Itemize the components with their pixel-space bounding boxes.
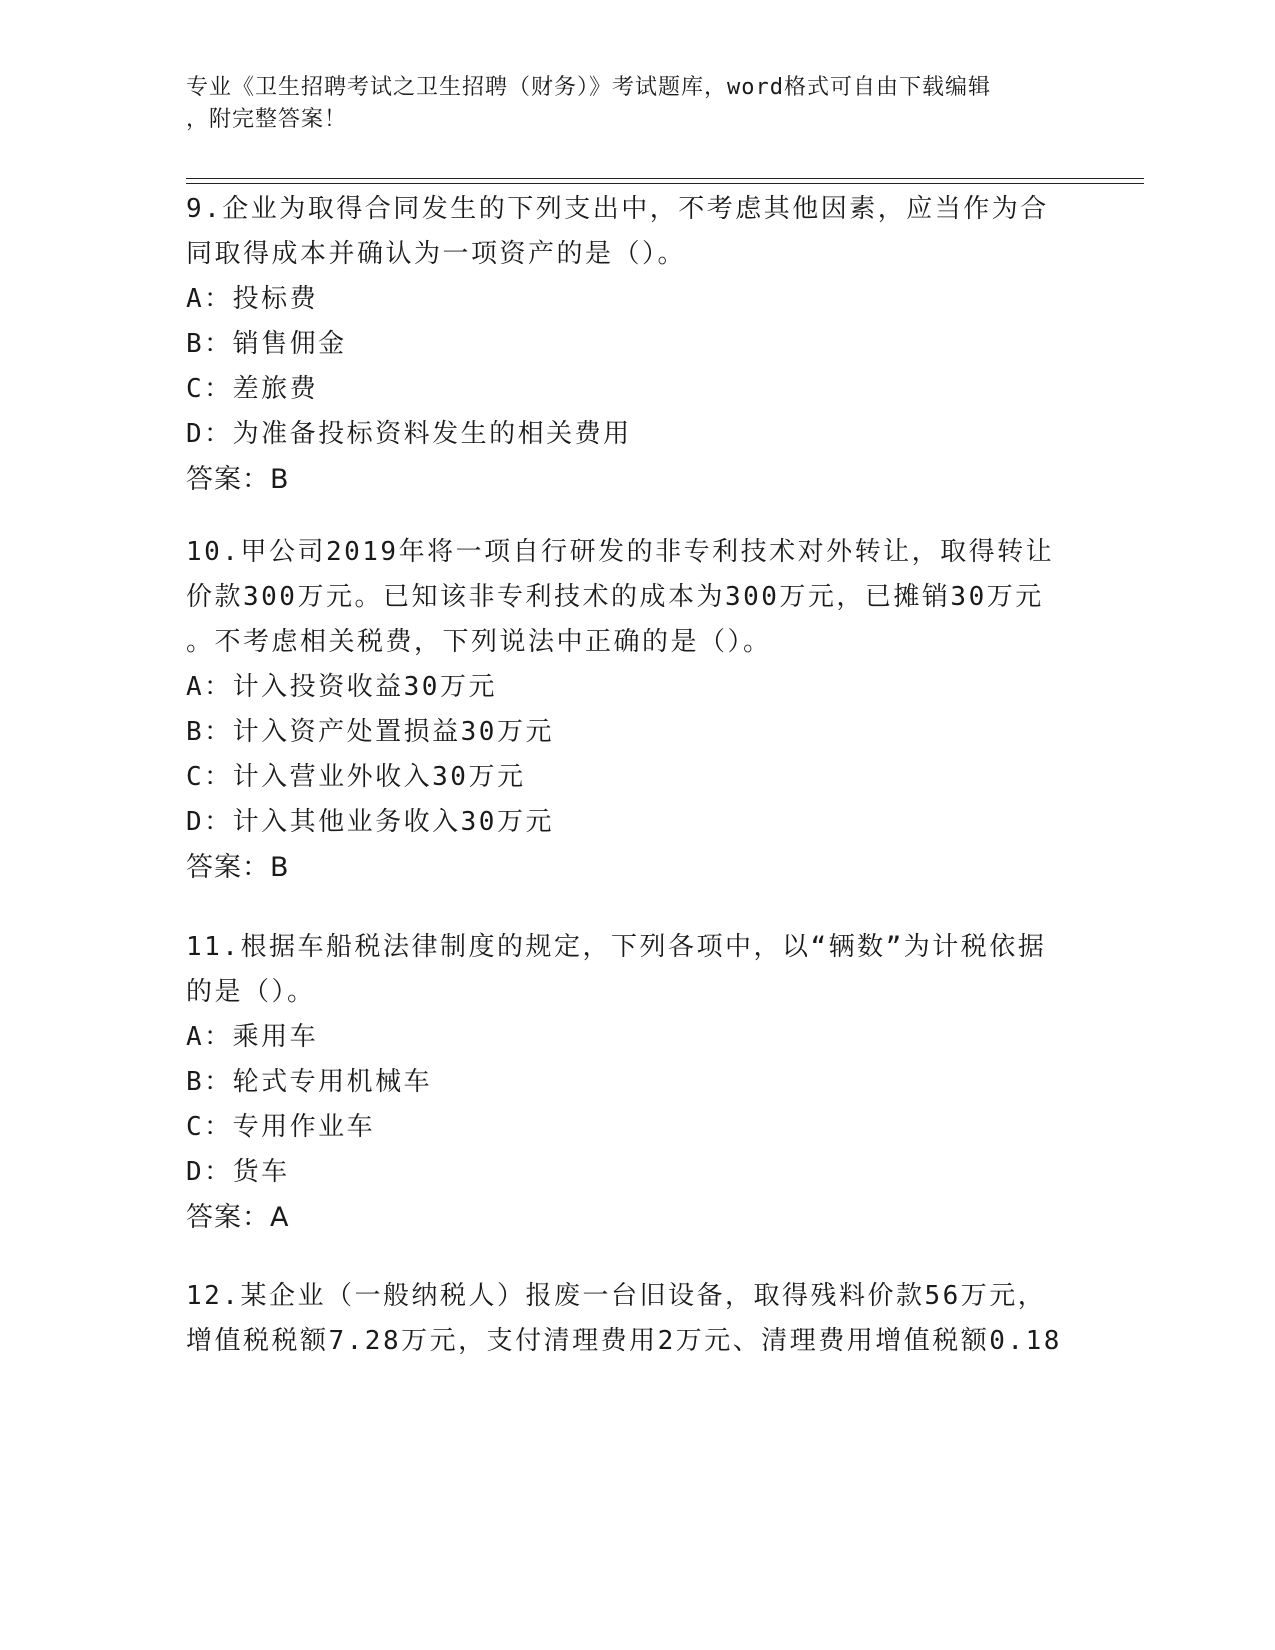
option-d: D：计入其他业务收入30万元 — [186, 807, 554, 837]
answer-label: 答案： — [186, 464, 270, 495]
answer-value: B — [270, 464, 290, 495]
question-stem-line: 同取得成本并确认为一项资产的是（）。 — [186, 239, 687, 269]
question-stem-line: 9.企业为取得合同发生的下列支出中，不考虑其他因素，应当作为合 — [186, 194, 1049, 224]
option-c: C：计入营业外收入30万元 — [186, 762, 526, 792]
option-b: B：计入资产处置损益30万元 — [186, 717, 554, 747]
answer-value: B — [270, 852, 290, 883]
option-d: D：货车 — [186, 1157, 290, 1187]
question-stem-line: 的是（）。 — [186, 977, 316, 1007]
answer-label: 答案： — [186, 852, 270, 883]
question-12 — [186, 1274, 1086, 1364]
question-11 — [186, 925, 1086, 1240]
question-stem-line: 增值税税额7.28万元，支付清理费用2万元、清理费用增值税额0.18 — [186, 1326, 1062, 1356]
question-stem-line: 12.某企业（一般纳税人）报废一台旧设备，取得残料价款56万元， — [186, 1281, 1047, 1311]
option-b: B：销售佣金 — [186, 329, 347, 359]
question-10 — [186, 530, 1086, 890]
question-stem-line: 11.根据车船税法律制度的规定，下列各项中，以“辆数”为计税依据 — [186, 932, 1047, 962]
answer-value: A — [270, 1202, 290, 1233]
header-line-2: ，附完整答案！ — [186, 107, 348, 132]
answer — [186, 1195, 1086, 1240]
document-header — [186, 72, 1086, 136]
question-stem-line: 。不考虑相关税费，下列说法中正确的是（）。 — [186, 627, 772, 657]
answer-label: 答案： — [186, 1202, 270, 1233]
header-divider-bottom — [186, 183, 1144, 184]
option-d: D：为准备投标资料发生的相关费用 — [186, 419, 632, 449]
header-line-1: 专业《卫生招聘考试之卫生招聘（财务）》考试题库，word格式可自由下载编辑 — [186, 75, 991, 100]
question-stem-line: 10.甲公司2019年将一项自行研发的非专利技术对外转让，取得转让 — [186, 537, 1055, 567]
option-a: A：投标费 — [186, 284, 319, 314]
option-a: A：乘用车 — [186, 1022, 319, 1052]
answer — [186, 457, 1086, 502]
question-9 — [186, 187, 1086, 502]
question-stem-line: 价款300万元。已知该非专利技术的成本为300万元，已摊销30万元 — [186, 582, 1044, 612]
header-divider-top — [186, 178, 1144, 179]
answer — [186, 845, 1086, 890]
option-a: A：计入投资收益30万元 — [186, 672, 497, 702]
option-b: B：轮式专用机械车 — [186, 1067, 433, 1097]
option-c: C：专用作业车 — [186, 1112, 376, 1142]
option-c: C：差旅费 — [186, 374, 319, 404]
